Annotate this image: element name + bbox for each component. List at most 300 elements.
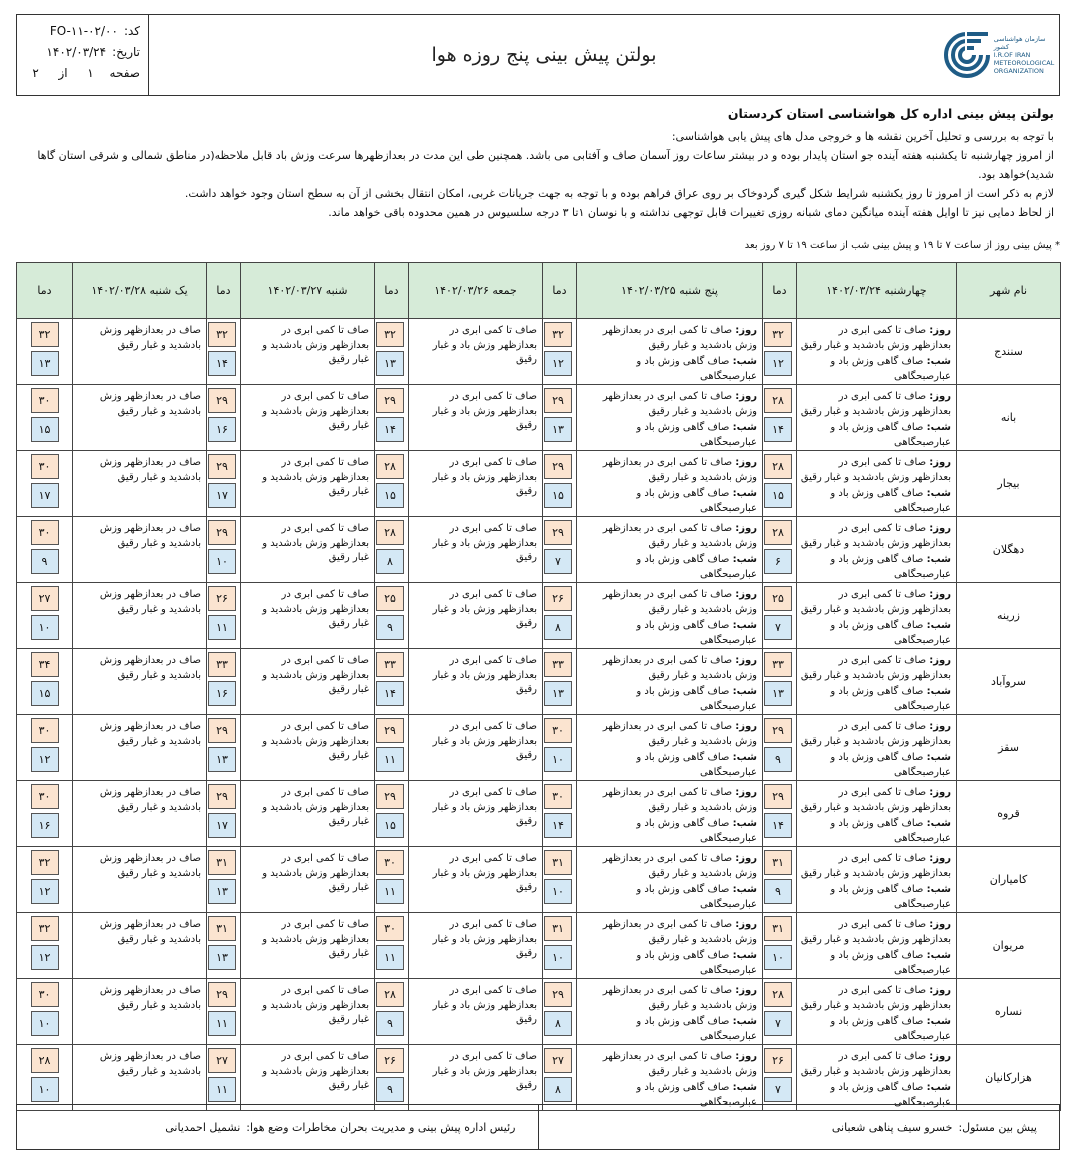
night-forecast [579,949,757,978]
city-name: زرینه [957,583,1061,649]
table-row [17,715,1061,781]
temperature-cell [543,517,577,583]
page-current: ۱ [87,66,94,80]
night-forecast [799,355,951,384]
temperature-cell [207,715,241,781]
forecast-text: صاف تا کمی ابری در بعدازظهر وزش بادشدید و غبار رقیق [262,655,369,695]
min-temp: ۱۱ [208,1077,236,1102]
forecast-text: صاف تا کمی ابری در بعدازظهر وزش باد و غبار رقیق [432,589,537,629]
night-forecast [579,685,757,714]
day-forecast-text: صاف تا کمی ابری در بعدازظهر وزش بادشدید و غبار رقیق [800,655,951,681]
bulletin-footer [16,1104,1060,1150]
forecast-text-cell [577,583,763,649]
night-label: شب: [732,818,757,829]
temperature-cell [763,715,797,781]
forecast-text-cell [577,715,763,781]
night-label: شب: [926,620,951,631]
forecast-text-cell [577,517,763,583]
max-temp: ۳۳ [376,652,404,677]
forecast-text-cell [73,715,207,781]
min-temp: ۸ [544,615,572,640]
min-temp: ۱۳ [544,681,572,706]
temperature-cell [17,451,73,517]
temperature-cell [17,517,73,583]
min-temp: ۱۴ [764,813,792,838]
day-forecast [801,655,951,681]
logo-line: I.R.OF IRAN [993,51,1031,59]
table-row [17,517,1061,583]
day-forecast [603,787,757,813]
code-value: FO-۱۱-۰۲/۰۰ [49,24,118,38]
min-temp: ۱۱ [376,945,404,970]
day-forecast [801,919,951,945]
logo-text [994,35,1055,75]
min-temp: ۱۱ [208,615,236,640]
forecast-text: صاف تا کمی ابری در بعدازظهر وزش بادشدید و غبار رقیق [262,589,369,629]
date-value: ۱۴۰۲/۰۳/۲۴ [46,45,107,59]
forecast-text: صاف تا کمی ابری در بعدازظهر وزش بادشدید و غبار رقیق [262,721,369,761]
temperature-cell [375,715,409,781]
forecast-text: صاف در بعدازظهر وزش بادشدید و غبار رقیق [99,985,201,1011]
temperature-cell [543,715,577,781]
temperature-cell [375,913,409,979]
day-label: روز: [735,721,757,732]
night-forecast [799,817,951,846]
temperature-cell [207,649,241,715]
day-forecast [801,985,951,1011]
table-row [17,847,1061,913]
night-forecast-text: صاف گاهی وزش باد و عبارصبحگاهی [830,1016,951,1042]
table-row [17,385,1061,451]
max-temp: ۳۰ [31,982,59,1007]
forecast-text-cell [241,1045,375,1111]
temperature-cell [207,847,241,913]
forecast-text-cell [73,451,207,517]
min-temp: ۱۲ [31,945,59,970]
forecast-text-cell [241,847,375,913]
forecast-text-cell [797,1045,957,1111]
max-temp: ۳۰ [376,850,404,875]
forecast-text: صاف در بعدازظهر وزش بادشدید و غبار رقیق [99,919,201,945]
temperature-cell [763,913,797,979]
table-row [17,913,1061,979]
forecast-text-cell [797,517,957,583]
forecast-text-cell [797,649,957,715]
max-temp: ۲۹ [208,982,236,1007]
min-temp: ۱۴ [208,351,236,376]
night-label: شب: [926,1082,951,1093]
max-temp: ۳۱ [544,916,572,941]
min-temp: ۱۱ [208,1011,236,1036]
max-temp: ۳۲ [31,850,59,875]
temp-column-header: دما [543,263,577,319]
temperature-cell [543,649,577,715]
day-label: روز: [929,1051,951,1062]
forecast-text: صاف تا کمی ابری در بعدازظهر وزش بادشدید و غبار رقیق [262,1051,369,1091]
forecast-text-cell [409,385,543,451]
day-forecast-text: صاف تا کمی ابری در بعدازظهر وزش بادشدید و غبار رقیق [800,919,951,945]
day-label: روز: [929,721,951,732]
max-temp: ۲۸ [376,520,404,545]
temperature-cell [543,979,577,1045]
day-label: روز: [735,787,757,798]
forecast-text: صاف تا کمی ابری در بعدازظهر وزش باد و غبار رقیق [432,787,537,827]
forecast-text: صاف تا کمی ابری در بعدازظهر وزش بادشدید و غبار رقیق [262,787,369,827]
min-temp: ۱۴ [764,417,792,442]
temperature-cell [763,451,797,517]
max-temp: ۳۳ [764,652,792,677]
forecast-text: صاف تا کمی ابری در بعدازظهر وزش بادشدید و غبار رقیق [262,919,369,959]
min-temp: ۱۳ [31,351,59,376]
night-forecast [799,883,951,912]
max-temp: ۲۷ [31,586,59,611]
temperature-cell [17,583,73,649]
day-forecast-text: صاف تا کمی ابری در بعدازظهر وزش بادشدید و غبار رقیق [602,523,757,549]
min-temp: ۸ [544,1011,572,1036]
night-forecast-text: صاف گاهی وزش باد و عبارصبحگاهی [830,1082,951,1108]
day-forecast-text: صاف تا کمی ابری در بعدازظهر وزش بادشدید و غبار رقیق [602,721,757,747]
night-label: شب: [732,356,757,367]
forecast-text-cell [73,913,207,979]
night-label: شب: [732,752,757,763]
forecast-text-cell [409,1045,543,1111]
max-temp: ۲۸ [31,1048,59,1073]
night-label: شب: [926,422,951,433]
forecast-text-cell [797,583,957,649]
day-forecast [801,523,951,549]
max-temp: ۲۷ [544,1048,572,1073]
temperature-cell [207,451,241,517]
forecast-text: صاف تا کمی ابری در بعدازظهر وزش بادشدید و غبار رقیق [262,985,369,1025]
temperature-cell [375,1045,409,1111]
temperature-cell [207,385,241,451]
night-forecast-text: صاف گاهی وزش باد و عبارصبحگاهی [636,1016,757,1042]
temperature-cell [207,517,241,583]
day-forecast-text: صاف تا کمی ابری در بعدازظهر وزش بادشدید و غبار رقیق [800,721,951,747]
min-temp: ۱۰ [544,945,572,970]
night-forecast [579,883,757,912]
max-temp: ۲۸ [376,982,404,1007]
day-forecast [801,787,951,813]
forecast-text-cell [409,715,543,781]
max-temp: ۲۸ [764,388,792,413]
temperature-cell [543,1045,577,1111]
min-temp: ۹ [376,1011,404,1036]
min-temp: ۱۳ [208,945,236,970]
min-temp: ۱۰ [31,615,59,640]
day-forecast-text: صاف تا کمی ابری در بعدازظهر وزش بادشدید و غبار رقیق [602,919,757,945]
head-name: نشمیل احمدیانی [165,1120,241,1134]
temperature-cell [375,583,409,649]
forecast-text: صاف در بعدازظهر وزش بادشدید و غبار رقیق [99,391,201,417]
night-label: شب: [732,1082,757,1093]
forecast-text-cell [241,583,375,649]
day-label: روز: [929,589,951,600]
max-temp: ۲۹ [544,388,572,413]
day-forecast [603,1051,757,1077]
night-forecast-text: صاف گاهی وزش باد و عبارصبحگاهی [830,554,951,580]
page-of: از [58,66,68,80]
night-forecast-text: صاف گاهی وزش باد و عبارصبحگاهی [830,686,951,712]
forecaster-label: پیش بین مسئول: [958,1120,1037,1134]
forecast-table [16,262,1061,1111]
forecast-text: صاف تا کمی ابری در بعدازظهر وزش بادشدید و غبار رقیق [262,853,369,893]
day-column-header: یک شنبه ۱۴۰۲/۰۳/۲۸ [73,263,207,319]
forecast-text-cell [577,1045,763,1111]
forecast-text: صاف در بعدازظهر وزش بادشدید و غبار رقیق [99,853,201,879]
night-label: شب: [732,686,757,697]
night-label: شب: [732,620,757,631]
forecast-text-cell [797,913,957,979]
night-forecast-text: صاف گاهی وزش باد و عبارصبحگاهی [636,1082,757,1108]
temperature-cell [763,319,797,385]
max-temp: ۲۵ [764,586,792,611]
temperature-cell [375,319,409,385]
max-temp: ۲۹ [764,784,792,809]
max-temp: ۳۰ [31,784,59,809]
temperature-cell [375,847,409,913]
head-cell [17,1105,539,1149]
temperature-cell [375,451,409,517]
forecast-text-cell [241,649,375,715]
city-name: بیجار [957,451,1061,517]
night-forecast [579,817,757,846]
temperature-cell [763,781,797,847]
min-temp: ۱۰ [31,1077,59,1102]
forecast-time-note: * پیش بینی روز از ساعت ۷ تا ۱۹ و پیش بینی شب از ساعت ۱۹ تا ۷ روز بعد [744,240,1060,251]
day-label: روز: [735,655,757,666]
day-label: روز: [735,589,757,600]
logo-line: سازمان هواشناسی کشور [993,35,1046,51]
max-temp: ۲۹ [208,520,236,545]
night-forecast-text: صاف گاهی وزش باد و عبارصبحگاهی [636,818,757,844]
bulletin-title: بولتن پیش بینی پنج روزه هوا [431,44,657,66]
min-temp: ۱۳ [544,417,572,442]
day-forecast [603,589,757,615]
max-temp: ۲۹ [208,454,236,479]
forecast-text: صاف تا کمی ابری در بعدازظهر وزش باد و غبار رقیق [432,1051,537,1091]
max-temp: ۲۶ [544,586,572,611]
night-forecast [799,685,951,714]
day-column-header: شنبه ۱۴۰۲/۰۳/۲۷ [241,263,375,319]
min-temp: ۱۷ [208,813,236,838]
day-forecast-text: صاف تا کمی ابری در بعدازظهر وزش بادشدید و غبار رقیق [800,787,951,813]
forecast-text-cell [73,583,207,649]
temperature-cell [207,1045,241,1111]
day-label: روز: [929,919,951,930]
min-temp: ۱۲ [31,747,59,772]
min-temp: ۹ [376,1077,404,1102]
temp-column-header: دما [375,263,409,319]
forecast-text-cell [73,385,207,451]
forecast-text-cell [73,1045,207,1111]
forecast-text: صاف در بعدازظهر وزش بادشدید و غبار رقیق [99,523,201,549]
min-temp: ۱۱ [376,747,404,772]
min-temp: ۱۵ [764,483,792,508]
forecast-text-cell [577,649,763,715]
night-forecast-text: صاف گاهی وزش باد و عبارصبحگاهی [636,488,757,514]
min-temp: ۱۰ [764,945,792,970]
forecaster-names: خسرو سیف پناهی شعبانی [831,1120,953,1134]
max-temp: ۳۰ [31,454,59,479]
temperature-cell [375,979,409,1045]
day-forecast [801,391,951,417]
table-row [17,583,1061,649]
temperature-cell [763,517,797,583]
night-label: شب: [926,686,951,697]
min-temp: ۹ [31,549,59,574]
forecast-text: صاف تا کمی ابری در بعدازظهر وزش باد و غبار رقیق [432,523,537,563]
forecast-text-cell [409,451,543,517]
city-name: مریوان [957,913,1061,979]
day-label: روز: [735,523,757,534]
table-row [17,319,1061,385]
forecast-text-cell [73,847,207,913]
min-temp: ۱۴ [544,813,572,838]
forecast-text: صاف تا کمی ابری در بعدازظهر وزش باد و غبار رقیق [432,853,537,893]
city-name: هزارکانیان [957,1045,1061,1111]
min-temp: ۷ [764,1011,792,1036]
min-temp: ۱۳ [376,351,404,376]
day-label: روز: [929,457,951,468]
night-forecast [579,355,757,384]
night-forecast [799,751,951,780]
night-forecast-text: صاف گاهی وزش باد و عبارصبحگاهی [636,950,757,976]
max-temp: ۲۹ [764,718,792,743]
bulletin-intro [16,100,1060,222]
night-label: شب: [732,422,757,433]
night-label: شب: [732,488,757,499]
forecast-text-cell [409,649,543,715]
day-forecast-text: صاف تا کمی ابری در بعدازظهر وزش بادشدید و غبار رقیق [800,325,951,351]
night-forecast [799,949,951,978]
night-forecast-text: صاف گاهی وزش باد و عبارصبحگاهی [830,488,951,514]
min-temp: ۷ [544,549,572,574]
min-temp: ۸ [376,549,404,574]
min-temp: ۱۵ [544,483,572,508]
forecast-text-cell [241,517,375,583]
night-forecast-text: صاف گاهی وزش باد و عبارصبحگاهی [830,356,951,382]
forecast-text: صاف در بعدازظهر وزش بادشدید و غبار رقیق [99,787,201,813]
day-forecast [603,919,757,945]
forecast-text-cell [797,451,957,517]
temperature-cell [17,715,73,781]
min-temp: ۱۱ [376,879,404,904]
temperature-cell [17,847,73,913]
table-row [17,451,1061,517]
day-label: روز: [929,391,951,402]
temperature-cell [543,385,577,451]
max-temp: ۲۹ [376,718,404,743]
night-forecast [799,421,951,450]
forecast-text: صاف تا کمی ابری در بعدازظهر وزش بادشدید و غبار رقیق [262,457,369,497]
min-temp: ۱۶ [208,681,236,706]
day-forecast-text: صاف تا کمی ابری در بعدازظهر وزش بادشدید و غبار رقیق [800,391,951,417]
day-label: روز: [735,853,757,864]
day-label: روز: [929,985,951,996]
min-temp: ۷ [764,615,792,640]
day-forecast-text: صاف تا کمی ابری در بعدازظهر وزش بادشدید و غبار رقیق [800,457,951,483]
day-label: روز: [735,457,757,468]
day-forecast [603,523,757,549]
forecast-text: صاف در بعدازظهر وزش بادشدید و غبار رقیق [99,1051,201,1077]
day-label: روز: [929,853,951,864]
day-column-header: جمعه ۱۴۰۲/۰۳/۲۶ [409,263,543,319]
min-temp: ۱۳ [208,747,236,772]
forecast-text-cell [797,319,957,385]
intro-paragraph: با توجه به بررسی و تحلیل آخرین نقشه ها و خروجی مدل های پیش یابی هواشناسی: [671,130,1054,143]
night-forecast [579,553,757,582]
day-forecast [603,457,757,483]
forecast-text-cell [409,583,543,649]
forecast-text: صاف تا کمی ابری در بعدازظهر وزش باد و غبار رقیق [432,391,537,431]
city-column-header: نام شهر [957,263,1061,319]
temperature-cell [763,847,797,913]
forecast-text-cell [241,451,375,517]
night-forecast-text: صاف گاهی وزش باد و عبارصبحگاهی [636,422,757,448]
night-forecast [579,1015,757,1044]
max-temp: ۳۱ [208,850,236,875]
min-temp: ۱۳ [208,879,236,904]
night-forecast-text: صاف گاهی وزش باد و عبارصبحگاهی [830,950,951,976]
day-forecast-text: صاف تا کمی ابری در بعدازظهر وزش بادشدید و غبار رقیق [602,391,757,417]
min-temp: ۱۵ [31,681,59,706]
max-temp: ۳۲ [376,322,404,347]
forecast-text-cell [409,979,543,1045]
forecast-text: صاف در بعدازظهر وزش بادشدید و غبار رقیق [99,655,201,681]
day-label: روز: [929,523,951,534]
logo-line: ORGANIZATION [993,67,1044,75]
intro-paragraph: لازم به ذکر است از امروز تا روز یکشنبه شرایط شکل گیری گردوخاک بر روی عراق فراهم بوده و با توجه به جهت جریانات غربی، امکان انتقال بخشی از آن به سطح استان وجود خواهد داشت. [184,187,1054,200]
temperature-cell [207,583,241,649]
night-forecast-text: صاف گاهی وزش باد و عبارصبحگاهی [636,752,757,778]
temperature-cell [543,451,577,517]
city-name: دهگلان [957,517,1061,583]
forecast-text-cell [577,319,763,385]
forecast-text-cell [241,979,375,1045]
day-forecast [801,1051,951,1077]
night-label: شب: [732,1016,757,1027]
forecast-text-cell [73,979,207,1045]
min-temp: ۱۴ [376,681,404,706]
max-temp: ۲۹ [208,784,236,809]
day-forecast [801,589,951,615]
max-temp: ۳۰ [376,916,404,941]
forecast-text-cell [241,781,375,847]
city-name: سروآباد [957,649,1061,715]
night-label: شب: [926,950,951,961]
max-temp: ۲۹ [544,454,572,479]
min-temp: ۱۰ [544,747,572,772]
day-label: روز: [929,655,951,666]
page-total: ۲ [32,66,39,80]
min-temp: ۱۰ [208,549,236,574]
temperature-cell [543,847,577,913]
day-column-header: پنج شنبه ۱۴۰۲/۰۳/۲۵ [577,263,763,319]
day-label: روز: [929,787,951,798]
forecast-text-cell [241,319,375,385]
temperature-cell [543,913,577,979]
day-column-header: چهارشنبه ۱۴۰۲/۰۳/۲۴ [797,263,957,319]
temperature-cell [207,319,241,385]
temperature-cell [543,583,577,649]
night-label: شب: [926,1016,951,1027]
forecast-text: صاف در بعدازظهر وزش بادشدید و غبار رقیق [99,589,201,615]
forecast-text-cell [73,781,207,847]
day-forecast [603,391,757,417]
night-label: شب: [926,818,951,829]
max-temp: ۳۰ [31,520,59,545]
